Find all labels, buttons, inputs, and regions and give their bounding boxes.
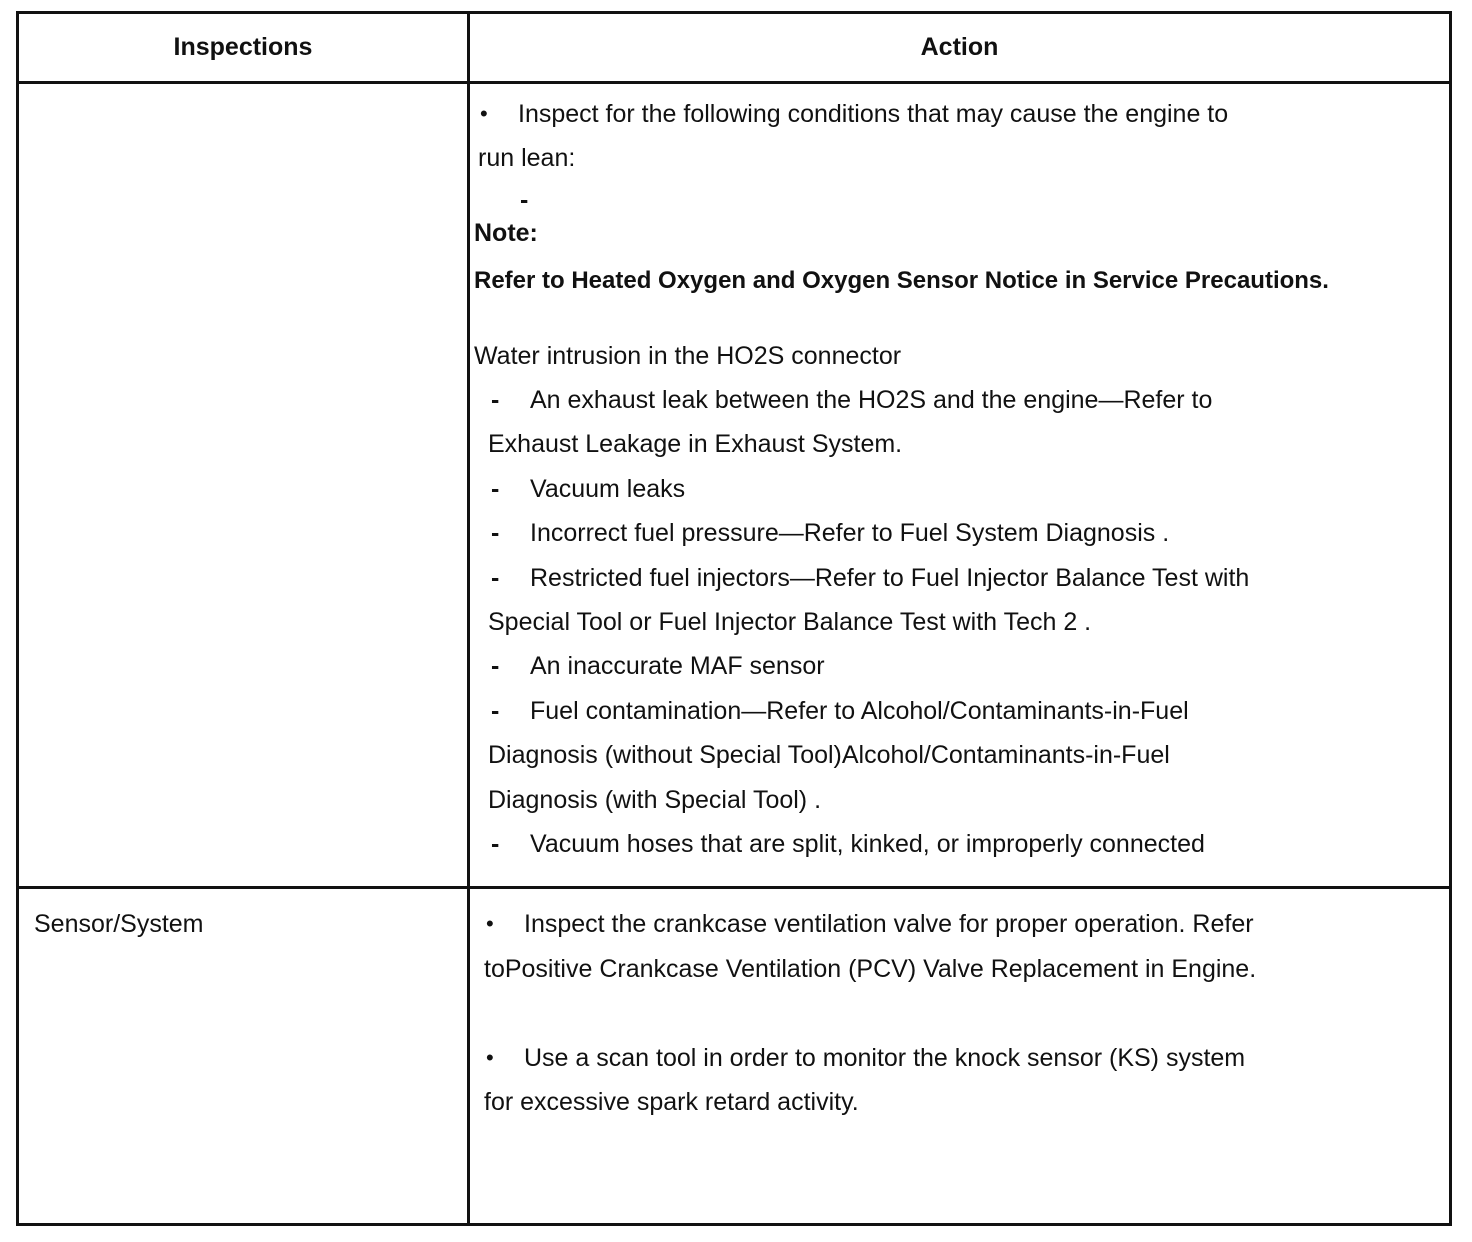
dash-icon: - (491, 475, 500, 503)
dash-icon: - (491, 697, 500, 725)
bullet-icon: • (480, 101, 488, 126)
list-item-1-line2: Exhaust Leakage in Exhaust System. (488, 430, 903, 458)
header-divider (19, 81, 1449, 84)
dash-icon: - (491, 386, 500, 414)
row2-action1-line2: toPositive Crankcase Ventilation (PCV) Valve Replacement in Engine. (484, 955, 1257, 983)
row2-action1-line1: Inspect the crankcase ventilation valve for proper operation. Refer (524, 910, 1254, 938)
header-action: Action (920, 33, 999, 61)
list-item-3: Incorrect fuel pressure—Refer to Fuel System Diagnosis . (530, 519, 1170, 547)
row2-action2-line1: Use a scan tool in order to monitor the knock sensor (KS) system (524, 1044, 1246, 1072)
dash-icon: - (491, 564, 500, 592)
row2-action2-line2: for excessive spark retard activity. (484, 1088, 859, 1116)
list-item-7: Vacuum hoses that are split, kinked, or improperly connected (530, 830, 1205, 858)
list-item-2: Vacuum leaks (530, 475, 686, 503)
row1-dash: - (520, 186, 529, 214)
row-divider (19, 886, 1449, 889)
dash-icon: - (491, 652, 500, 680)
dash-icon: - (491, 830, 500, 858)
list-item-6-line2: Diagnosis (without Special Tool)Alcohol/Contaminants-in-Fuel (488, 741, 1170, 769)
list-item-1-line1: An exhaust leak between the HO2S and the engine—Refer to (530, 386, 1213, 414)
list-item-6-line1: Fuel contamination—Refer to Alcohol/Contaminants-in-Fuel (530, 697, 1189, 725)
list-item-4-line2: Special Tool or Fuel Injector Balance Test with Tech 2 . (488, 608, 1092, 636)
row2-inspection: Sensor/System (34, 910, 204, 938)
list-item-5: An inaccurate MAF sensor (530, 652, 825, 680)
note-text: Refer to Heated Oxygen and Oxygen Sensor Notice in Service Precautions. (474, 267, 1329, 294)
bullet-icon: • (486, 1045, 494, 1070)
bullet-icon: • (486, 911, 494, 936)
row1-intro-line1: Inspect for the following conditions that may cause the engine to (518, 100, 1229, 128)
note-label: Note: (474, 219, 538, 247)
list-item-4-line1: Restricted fuel injectors—Refer to Fuel Injector Balance Test with (530, 564, 1250, 592)
list-item-6-line3: Diagnosis (with Special Tool) . (488, 786, 822, 814)
dash-icon: - (491, 519, 500, 547)
water-intrusion: Water intrusion in the HO2S connector (474, 342, 902, 370)
row1-intro-line2: run lean: (478, 144, 576, 172)
header-inspections: Inspections (173, 33, 313, 61)
column-divider (467, 14, 470, 1223)
